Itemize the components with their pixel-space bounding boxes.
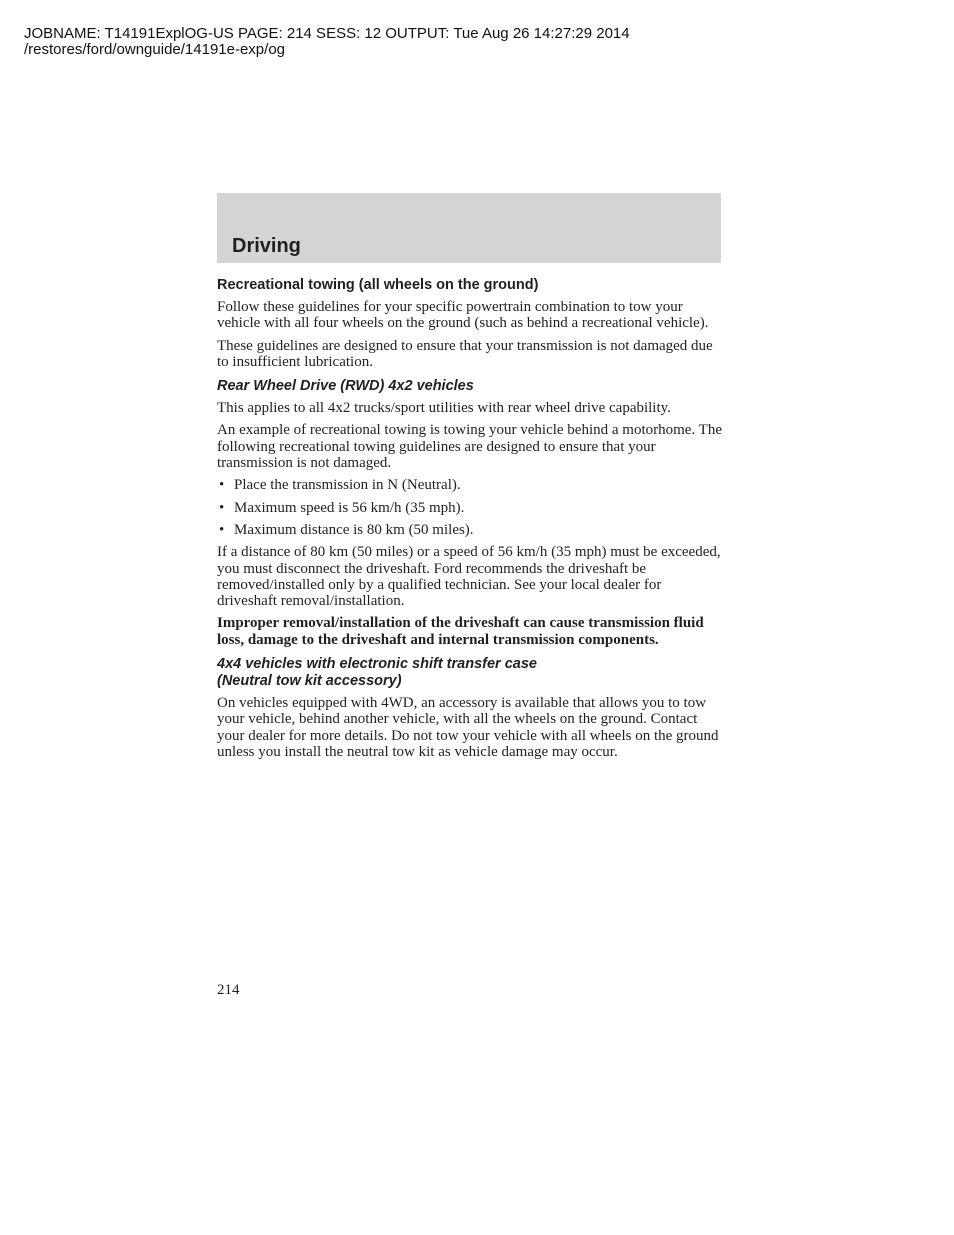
section-title: Driving	[232, 235, 301, 257]
section-banner	[217, 193, 721, 263]
bullet-icon: •	[219, 521, 225, 538]
list-item-text: Maximum distance is 80 km (50 miles).	[234, 521, 474, 538]
towing-guidelines-list	[217, 477, 725, 538]
paragraph-guidelines-intro: Follow these guidelines for your specific powertrain combination to tow your vehicle with all four wheels on the ground (such as behind a recreational vehicle).	[217, 299, 709, 332]
paragraph-lubrication: These guidelines are designed to ensure that your transmission is not damaged due to insufficient lubrication.	[217, 337, 713, 370]
list-item	[217, 477, 725, 493]
paragraph-rwd-applies: This applies to all 4x2 trucks/sport utilities with rear wheel drive capability.	[217, 400, 671, 417]
page-number: 214	[217, 982, 240, 998]
list-item-text: Place the transmission in N (Neutral).	[234, 477, 461, 494]
job-path-line: /restores/ford/ownguide/14191e-exp/og	[24, 41, 286, 58]
list-item	[217, 522, 725, 538]
heading-recreational-towing: Recreational towing (all wheels on the ground)	[217, 277, 539, 293]
list-item-text: Maximum speed is 56 km/h (35 mph).	[234, 499, 465, 516]
job-info-line: JOBNAME: T14191ExplOG-US PAGE: 214 SESS: 12 OUTPUT: Tue Aug 26 14:27:29 2014	[24, 25, 630, 42]
print-job-header	[24, 26, 630, 58]
list-item	[217, 500, 725, 516]
paragraph-4wd-accessory: On vehicles equipped with 4WD, an accessory is available that allows you to tow your vehicle, behind another vehicle, with all the wheels on the ground. Contact your dealer for more details. Do not tow your vehicle with all wheels on the ground unless you install the neutral tow kit as vehicle damage may occur.	[217, 695, 719, 760]
bullet-icon: •	[219, 499, 225, 516]
heading-4x4-line2: (Neutral tow kit accessory)	[217, 673, 402, 690]
warning-text: Improper removal/installation of the driveshaft can cause transmission fluid loss, damage to the driveshaft and internal transmission components.	[217, 615, 704, 648]
paragraph-motorhome-example: An example of recreational towing is towing your vehicle behind a motorhome. The following recreational towing guidelines are designed to ensure that your transmission is not damaged.	[217, 422, 722, 472]
page-content	[217, 277, 725, 766]
bullet-icon: •	[219, 477, 225, 494]
heading-4x4-vehicles	[217, 656, 725, 690]
heading-rwd-vehicles: Rear Wheel Drive (RWD) 4x2 vehicles	[217, 378, 474, 395]
paragraph-disconnect-driveshaft: If a distance of 80 km (50 miles) or a speed of 56 km/h (35 mph) must be exceeded, you must disconnect the driveshaft. Ford recommends the driveshaft be removed/installed only by a qualified technician. See your local dealer for driveshaft removal/installation.	[217, 544, 721, 610]
heading-4x4-line1: 4x4 vehicles with electronic shift transfer case	[217, 656, 537, 673]
